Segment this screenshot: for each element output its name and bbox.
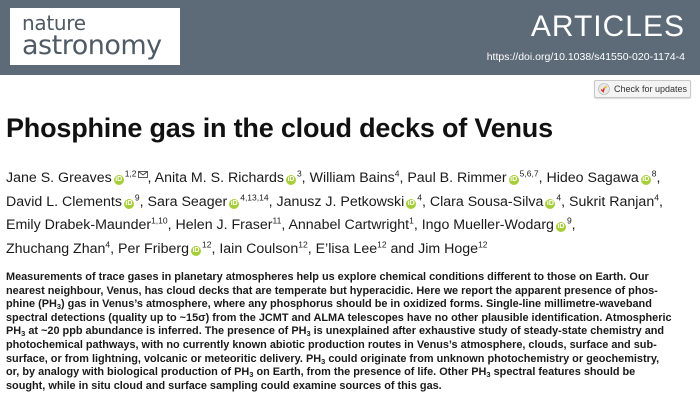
abstract-line: Measurements of trace gases in planetary atmospheres help us explore chemical conditions different to those on Earth. Our [6,271,649,283]
orcid-icon[interactable]: iD [115,176,123,183]
author-name[interactable]: Zhuchang Zhan [6,240,106,257]
author-name[interactable]: Emily Drabek-Maunder [6,217,152,234]
author-affiliation: 1,2 [124,168,137,179]
author-affiliation: 9 [134,191,140,202]
author-name[interactable]: E’lisa Lee [315,240,378,257]
author-name[interactable]: Iain Coulson [219,240,299,257]
author-affiliation: 3 [296,168,302,179]
doi-link[interactable]: https://doi.org/10.1038/s41550-020-1174-4 [486,51,685,63]
author-name[interactable]: Sukrit Ranjan [569,193,655,210]
email-icon[interactable] [138,171,148,178]
author-affiliation: 1,10 [151,215,168,226]
abstract-line: surface, or from lightning, volcanic or meteoritic delivery. $PH_3$ could originate from unknown photochemistry or geochemistry, [6,352,660,366]
author-name[interactable]: Helen J. Fraser [175,217,273,234]
author-affiliation: 9 [566,215,572,226]
author-affiliation: 12 [201,239,212,250]
journal-header-bar [0,0,700,75]
author-name[interactable]: Ingo Mueller-Wodarg [421,217,554,234]
author-name[interactable]: Jim Hoge [418,240,479,257]
abstract-line: spectral detections (quality up to ~15σ) from the JCMT and ALMA telescopes have no other plausible identification. Atmospheric [6,311,672,324]
orcid-icon[interactable]: iD [510,176,518,183]
author-name[interactable]: Sara Seager [147,193,228,210]
check-for-updates-button[interactable] [594,80,691,98]
orcid-icon[interactable]: iD [546,199,554,207]
abstract-line: phine $(PH_3)$ gas in Venus’s atmosphere, where any phosphorus should be in oxidized forms. Single-line millimetre-waveband [6,298,652,312]
author-line: Emily Drabek-Maunder$^{1,10}$, Helen J. Fraser$^{11}$, Annabel Cartwright$^1$, Ingo Mueller-Wodarg iD$^9$, [6,215,576,234]
check-for-updates-label: Check for updates [614,84,688,94]
author-affiliation: 8 [651,168,657,179]
author-name[interactable]: Anita M. S. Richards [154,170,284,186]
author-affiliation: 12 [298,239,308,250]
author-name[interactable]: Per Friberg [118,240,189,257]
orcid-icon[interactable]: iD [192,246,200,254]
author-affiliation: 4 [417,191,422,202]
author-name[interactable]: Janusz J. Petkowski [276,193,405,210]
author-affiliation: 4 [556,191,562,202]
author-affiliation: 5,6,7 [519,168,539,179]
author-affiliation: 12 [478,239,488,250]
abstract-line: nearest neighbour, Venus, has cloud decks that are temperate but hyperacidic. Here we report the apparent presence of phos- [6,284,658,297]
logo-astronomy-text: astronomy [22,30,162,61]
abstract-line: or, by analogy with biological production of $PH_3$ on Earth, from the presence of life. Other $PH_3$ spectral features should be [6,366,636,380]
author-line: David L. Clements iD$^9$, Sara Seager iD$^{4,13,14}$, Janusz J. Petkowski iD$^4$, Clara Sousa-Silva iD$^4$, Sukrit Ranjan$^4$, [6,191,663,210]
author-name[interactable]: Jane S. Greaves [6,170,112,186]
abstract [6,271,696,393]
author-affiliation: 11 [272,215,282,226]
author-line: Jane S. Greaves iD$^{1,2}$ , Anita M. S. Richards iD$^3$, William Bains$^4$, Paul B. Rimmer iD$^{5,6,7}$, Hideo Sagawa iD$^8$, [6,168,661,186]
author-line: Zhuchang Zhan$^4$, Per Friberg iD$^{12}$, Iain Coulson$^{12}$, E’lisa Lee$^{12}$ and Jim Hoge$^{12}$ [6,239,488,257]
abstract-line: sought, while in situ cloud and surface sampling could examine sources of this gas. [6,379,442,392]
author-name[interactable]: Hideo Sagawa [546,170,639,186]
orcid-icon[interactable]: iD [230,199,238,207]
abstract-line: photochemical pathways, with no currently known abiotic production routes in Venus’s atmosphere, clouds, surface and sub- [6,338,657,351]
author-name[interactable]: Paul B. Rimmer [407,170,507,186]
author-name[interactable]: Annabel Cartwright [288,217,410,234]
article-title: Phosphine gas in the cloud decks of Venus [6,113,553,143]
author-affiliation: 12 [377,239,387,250]
orcid-icon[interactable]: iD [557,223,565,231]
author-name[interactable]: Clara Sousa-Silva [429,193,544,210]
author-affiliation: 1 [409,215,414,226]
orcid-icon[interactable]: iD [407,199,415,207]
author-affiliation: 4,13,14 [240,191,269,202]
orcid-icon[interactable]: iD [125,199,133,207]
section-label: ARTICLES [530,10,685,43]
author-list [6,167,696,261]
abstract-line: $PH_3$ at ~20 ppb abundance is inferred. The presence of $PH_3$ is unexplained after exhaustive study of steady-state chemistry and [6,325,665,339]
check-for-updates-icon [598,83,610,95]
author-affiliation: 4 [654,191,659,202]
author-name[interactable]: William Bains [309,170,395,186]
author-affiliation: 4 [105,239,111,250]
journal-logo[interactable] [10,8,180,65]
orcid-icon[interactable]: iD [287,176,295,183]
author-affiliation: 4 [394,168,400,179]
orcid-icon[interactable]: iD [642,176,650,183]
logo-nature-text: nature [22,11,86,35]
author-name[interactable]: David L. Clements [6,193,122,210]
